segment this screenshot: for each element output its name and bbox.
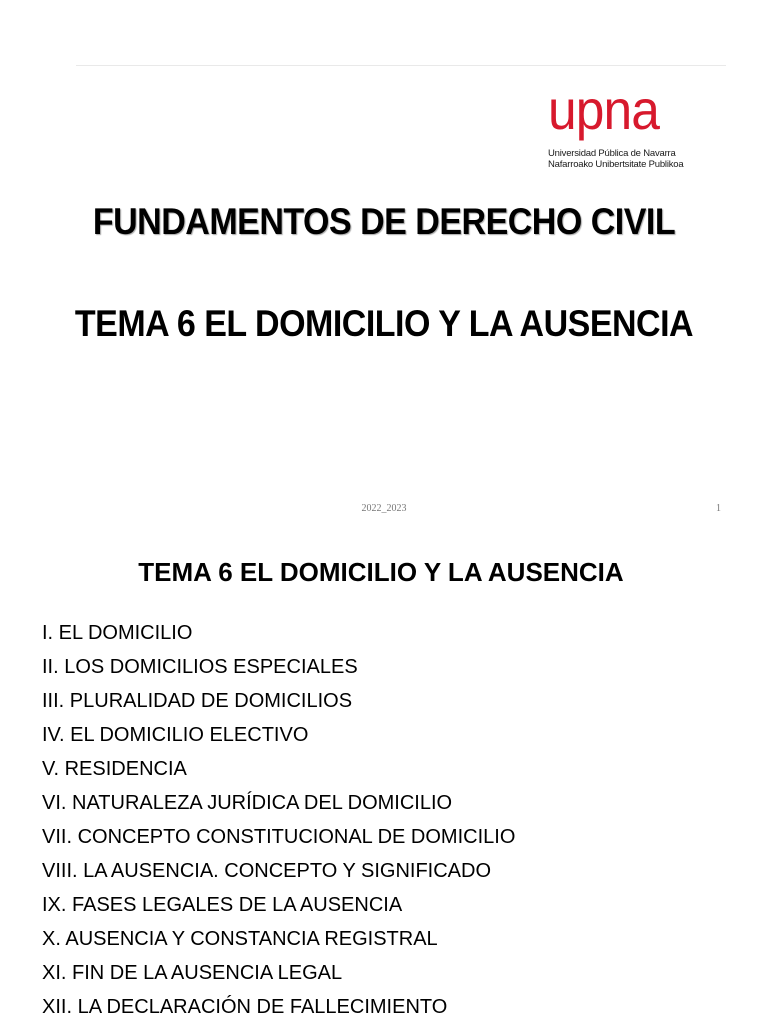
table-of-contents xyxy=(42,616,515,1024)
course-title: FUNDAMENTOS DE DERECHO CIVIL xyxy=(92,201,676,243)
toc-item: II. LOS DOMICILIOS ESPECIALES xyxy=(42,656,358,678)
toc-item: IV. EL DOMICILIO ELECTIVO xyxy=(42,724,309,746)
toc-item: VIII. LA AUSENCIA. CONCEPTO Y SIGNIFICADO xyxy=(42,860,492,882)
toc-item: XII. LA DECLARACIÓN DE FALLECIMIENTO xyxy=(42,996,448,1018)
index-slide xyxy=(0,530,768,1024)
logo-subtitle-es: Universidad Pública de Navarra xyxy=(548,148,676,159)
toc-item: IX. FASES LEGALES DE LA AUSENCIA xyxy=(42,894,403,916)
toc-item: I. EL DOMICILIO xyxy=(42,622,193,644)
index-title: TEMA 6 EL DOMICILIO Y LA AUSENCIA xyxy=(138,557,624,587)
toc-item: III. PLURALIDAD DE DOMICILIOS xyxy=(42,690,353,712)
logo-wordmark: upna xyxy=(548,78,659,141)
toc-item: X. AUSENCIA Y CONSTANCIA REGISTRAL xyxy=(42,928,438,950)
toc-item: XI. FIN DE LA AUSENCIA LEGAL xyxy=(42,962,343,984)
page-number: 1 xyxy=(716,503,721,514)
topic-title: TEMA 6 EL DOMICILIO Y LA AUSENCIA xyxy=(74,303,694,345)
toc-item: V. RESIDENCIA xyxy=(42,758,187,780)
logo-subtitle-eu: Nafarroako Unibertsitate Publikoa xyxy=(548,159,684,170)
top-divider xyxy=(76,65,726,66)
toc-item: VII. CONCEPTO CONSTITUCIONAL DE DOMICILIO xyxy=(42,826,516,848)
upna-logo xyxy=(548,78,688,170)
academic-year: 2022_2023 xyxy=(361,503,407,514)
toc-item: VI. NATURALEZA JURÍDICA DEL DOMICILIO xyxy=(42,792,453,814)
